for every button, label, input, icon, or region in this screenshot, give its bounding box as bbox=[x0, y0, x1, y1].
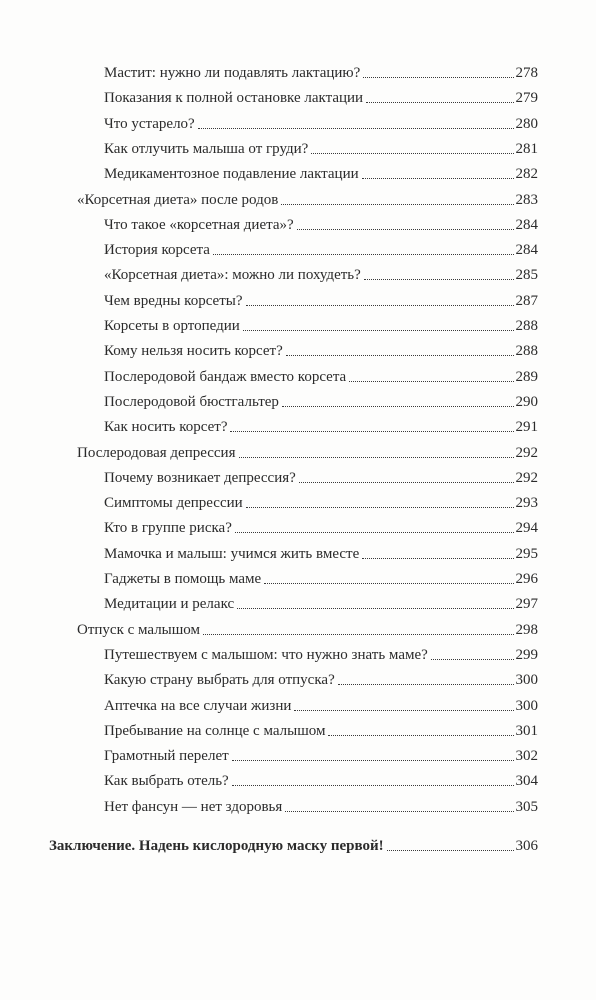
dot-leader bbox=[362, 178, 514, 179]
toc-page-number: 291 bbox=[515, 419, 538, 436]
toc-subsection-entry bbox=[104, 336, 538, 360]
toc-entry-title: Чем вредны корсеты? bbox=[104, 292, 243, 309]
toc-page-number: 282 bbox=[515, 166, 538, 183]
toc-page-number: 280 bbox=[515, 115, 538, 132]
toc-subsection-entry bbox=[104, 691, 538, 715]
toc-page-number: 300 bbox=[515, 672, 538, 689]
toc-page-number: 296 bbox=[515, 571, 538, 587]
toc-entry-title: Пребывание на солнце с малышом bbox=[104, 722, 326, 739]
dot-leader bbox=[387, 850, 514, 851]
dot-leader bbox=[328, 735, 513, 736]
toc-page-number: 292 bbox=[515, 469, 538, 486]
toc-subsection-entry bbox=[104, 766, 538, 790]
toc-subsection-entry bbox=[104, 488, 538, 512]
dot-leader bbox=[246, 507, 514, 508]
toc-page-number: 292 bbox=[515, 444, 538, 461]
toc-subsection-entry bbox=[104, 235, 538, 259]
toc-entry-title: Медитации и релакс bbox=[104, 596, 235, 613]
toc-page-number: 281 bbox=[515, 140, 538, 157]
toc-subsection-entry bbox=[104, 463, 538, 487]
toc-entry-title: «Корсетная диета»: можно ли похудеть? bbox=[104, 267, 361, 284]
dot-leader bbox=[311, 153, 513, 154]
dot-leader bbox=[299, 482, 514, 483]
dot-leader bbox=[243, 330, 514, 331]
toc-entry-title: Заключение. Надень кислородную маску первой! bbox=[49, 838, 384, 854]
dot-leader bbox=[297, 229, 514, 230]
toc-page-number: 284 bbox=[515, 216, 538, 233]
dot-leader bbox=[362, 558, 513, 559]
toc-subsection-entry bbox=[104, 564, 538, 588]
toc-entry-title: Аптечка на все случаи жизни bbox=[104, 697, 292, 714]
toc-entry-title: Гаджеты в помощь маме bbox=[104, 571, 262, 587]
toc-entry-title: Что устарело? bbox=[104, 115, 195, 132]
toc-entry-title: Почему возникает депрессия? bbox=[104, 469, 296, 486]
toc-entry-title: История корсета bbox=[104, 242, 210, 259]
toc-entry-title: Нет фансун — нет здоровья bbox=[104, 798, 283, 815]
dot-leader bbox=[230, 431, 513, 432]
toc-entry-title: Послеродовой бюстгальтер bbox=[104, 393, 279, 410]
toc-entry-title: Мамочка и малыш: учимся жить вместе bbox=[104, 545, 360, 562]
toc-entry-title: Показания к полной остановке лактации bbox=[104, 90, 364, 107]
toc-subsection-entry bbox=[104, 513, 538, 537]
toc-page-number: 285 bbox=[515, 267, 538, 284]
toc-page-number: 297 bbox=[515, 596, 538, 613]
toc-entry-title: Как отлучить малыша от груди? bbox=[104, 140, 309, 157]
toc-entry-title: Отпуск с малышом bbox=[77, 621, 201, 638]
toc-subsection-entry bbox=[104, 109, 538, 133]
toc-page-number: 305 bbox=[515, 798, 538, 815]
toc-page-number: 304 bbox=[515, 773, 538, 790]
dot-leader bbox=[338, 684, 514, 685]
dot-leader bbox=[235, 532, 514, 533]
dot-leader bbox=[198, 128, 514, 129]
toc-entry-title: Грамотный перелет bbox=[104, 748, 229, 765]
toc-entry-title: Мастит: нужно ли подавлять лактацию? bbox=[104, 65, 361, 81]
toc-entry-title: Послеродовой бандаж вместо корсета bbox=[104, 368, 347, 385]
toc-subsection-entry bbox=[104, 716, 538, 740]
toc-subsection-entry bbox=[104, 792, 538, 816]
toc-subsection-entry bbox=[104, 159, 538, 183]
dot-leader bbox=[282, 406, 514, 407]
toc-page-number: 283 bbox=[515, 191, 538, 208]
toc-entry-title: «Корсетная диета» после родов bbox=[77, 191, 279, 208]
dot-leader bbox=[349, 381, 513, 382]
toc-conclusion-entry bbox=[49, 831, 538, 855]
dot-leader bbox=[213, 254, 514, 255]
toc-subsection-entry bbox=[104, 665, 538, 689]
toc-page-number: 289 bbox=[515, 368, 538, 385]
toc-page-number: 299 bbox=[515, 646, 538, 663]
dot-leader bbox=[364, 279, 514, 280]
toc-subsection-entry bbox=[104, 589, 538, 613]
dot-leader bbox=[294, 710, 513, 711]
toc-subsection-entry bbox=[104, 83, 538, 107]
toc-section-entry bbox=[77, 615, 538, 639]
toc-subsection-entry bbox=[104, 387, 538, 411]
toc-subsection-entry bbox=[104, 640, 538, 664]
toc-page-number: 284 bbox=[515, 242, 538, 259]
toc-page-number: 300 bbox=[515, 697, 538, 714]
toc-subsection-entry bbox=[104, 58, 538, 82]
toc-entry-title: Кто в группе риска? bbox=[104, 520, 232, 537]
toc-entry-title: Какую страну выбрать для отпуска? bbox=[104, 672, 335, 689]
toc-subsection-entry bbox=[104, 260, 538, 284]
dot-leader bbox=[237, 608, 513, 609]
dot-leader bbox=[232, 760, 514, 761]
dot-leader bbox=[232, 785, 514, 786]
toc-entry-title: Как выбрать отель? bbox=[104, 773, 229, 790]
toc-entry-title: Кому нельзя носить корсет? bbox=[104, 343, 283, 360]
toc-page-number: 287 bbox=[515, 292, 538, 309]
toc-entry-title: Путешествуем с малышом: что нужно знать маме? bbox=[104, 646, 428, 663]
dot-leader bbox=[203, 634, 513, 635]
toc-subsection-entry bbox=[104, 412, 538, 436]
toc-entry-title: Что такое «корсетная диета»? bbox=[104, 216, 294, 233]
toc-subsection-entry bbox=[104, 210, 538, 234]
toc-subsection-entry bbox=[104, 311, 538, 335]
dot-leader bbox=[246, 305, 514, 306]
toc-subsection-entry bbox=[104, 539, 538, 563]
toc-page-number: 278 bbox=[515, 65, 538, 81]
dot-leader bbox=[281, 204, 513, 205]
toc-page-number: 294 bbox=[515, 520, 538, 537]
toc-entry-title: Симптомы депрессии bbox=[104, 495, 243, 512]
dot-leader bbox=[431, 659, 514, 660]
toc-page-number: 295 bbox=[515, 545, 538, 562]
toc-page-number: 290 bbox=[515, 393, 538, 410]
toc-subsection-entry bbox=[104, 741, 538, 765]
toc-page-number: 288 bbox=[515, 318, 538, 334]
dot-leader bbox=[286, 355, 514, 356]
toc-page-number: 302 bbox=[515, 748, 538, 765]
dot-leader bbox=[264, 583, 513, 584]
toc-entry-title: Как носить корсет? bbox=[104, 419, 228, 436]
toc-page-number: 298 bbox=[515, 621, 538, 638]
toc-page-number: 293 bbox=[515, 495, 538, 512]
toc-subsection-entry bbox=[104, 286, 538, 310]
toc-section-entry bbox=[77, 438, 538, 462]
toc-subsection-entry bbox=[104, 134, 538, 158]
dot-leader bbox=[363, 77, 513, 78]
toc-subsection-entry bbox=[104, 362, 538, 386]
dot-leader bbox=[366, 102, 513, 103]
dot-leader bbox=[239, 457, 514, 458]
dot-leader bbox=[285, 811, 513, 812]
toc-entry-title: Медикаментозное подавление лактации bbox=[104, 166, 359, 183]
toc-entry-title: Послеродовая депрессия bbox=[77, 444, 236, 461]
toc-entry-title: Корсеты в ортопедии bbox=[104, 318, 240, 334]
toc-page-number: 279 bbox=[515, 90, 538, 107]
toc-section-entry bbox=[77, 185, 538, 209]
toc-page-number: 306 bbox=[515, 838, 538, 854]
toc-page-number: 301 bbox=[515, 722, 538, 739]
toc-page-number: 288 bbox=[515, 343, 538, 360]
